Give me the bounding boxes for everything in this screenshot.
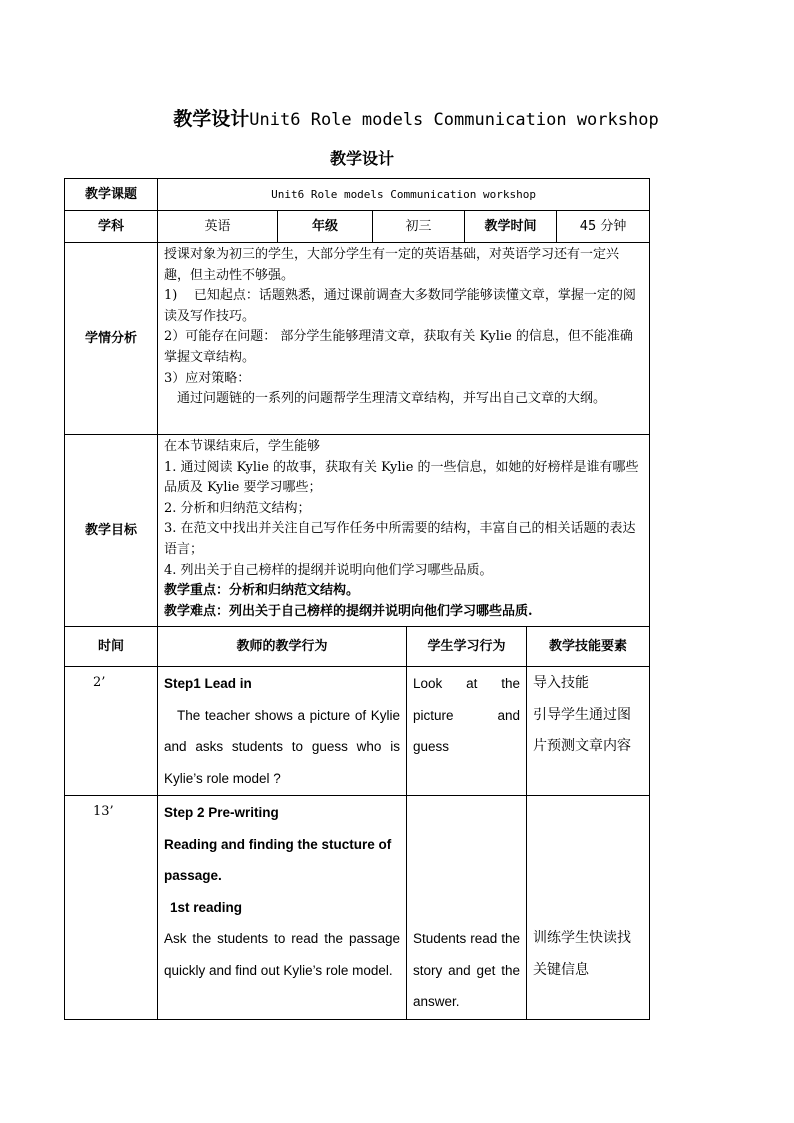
grade-label: 年级: [278, 211, 373, 243]
header-skill: 教学技能要素: [527, 627, 650, 667]
time-value: 45 分钟: [557, 211, 650, 243]
lesson-plan-table: [64, 178, 650, 1020]
key-point: 教学重点：分析和归纳范文结构。: [164, 583, 360, 599]
objective-line: 1. 通过阅读 Kylie 的故事，获取有关 Kylie 的一些信息，如她的好榜样是谁有哪些品质及 Kylie 要学习哪些；: [164, 459, 639, 496]
course-label: 教学课题: [65, 179, 158, 211]
skill-text: 训练学生快读找关键信息: [533, 930, 631, 978]
subject-label: 学科: [65, 211, 158, 243]
course-value: Unit6 Role models Communication workshop: [158, 179, 650, 211]
course-row: [65, 179, 650, 211]
process-row: [65, 796, 650, 1020]
header-student: 学生学习行为: [407, 627, 527, 667]
skill-text: 引导学生通过图片预测文章内容: [533, 706, 631, 755]
student-action: [407, 667, 527, 796]
analysis-line: 1) 已知起点：话题熟悉，通过课前调查大多数同学能够读懂文章，掌握一定的阅读及写作技巧。: [164, 288, 636, 324]
objective-line: 3. 在范文中找出并关注自己写作任务中所需要的结构，丰富自己的相关话题的表达语言；: [164, 521, 636, 557]
analysis-line: 授课对象为初三的学生，大部分学生有一定的英语基础，对英语学习还有一定兴趣，但主动性不够强。: [164, 247, 620, 283]
skill-element: [527, 796, 650, 1020]
analysis-line: 3）应对策略：: [164, 370, 251, 386]
student-line: [413, 700, 520, 732]
page-subtitle: 教学设计: [329, 149, 394, 168]
skill-element: [527, 667, 650, 796]
student-line: guess: [413, 739, 450, 755]
word: the: [501, 676, 520, 692]
word: and: [497, 707, 520, 723]
page-title: [0, 104, 794, 131]
step-sub-heading: 1st reading: [170, 899, 243, 915]
objective-line: 在本节课结束后，学生能够: [164, 439, 321, 454]
analysis-content: [158, 243, 650, 435]
objectives-label: 教学目标: [65, 435, 158, 627]
analysis-row: [65, 243, 650, 435]
teacher-action: [158, 796, 407, 1020]
grade-value: 初三: [373, 211, 465, 243]
objective-line: 4. 列出关于自己榜样的提纲并说明向他们学习哪些品质。: [164, 562, 493, 578]
process-header-row: [65, 627, 650, 667]
teacher-action: [158, 667, 407, 796]
process-row: [65, 667, 650, 796]
skill-title: 导入技能: [533, 675, 589, 692]
time-label: 教学时间: [465, 211, 557, 243]
header-time: 时间: [65, 627, 158, 667]
word: picture: [413, 707, 454, 723]
student-action: [407, 796, 527, 1020]
subject-value: 英语: [158, 211, 278, 243]
title-en: Unit6 Role models Communication workshop: [249, 110, 659, 130]
objectives-row: [65, 435, 650, 627]
word: Look: [413, 676, 443, 692]
analysis-label: 学情分析: [65, 243, 158, 435]
step-title: Step 2 Pre-writing: [164, 805, 279, 821]
header-teacher: 教师的教学行为: [158, 627, 407, 667]
word: at: [466, 676, 478, 692]
title-cn: 教学设计: [173, 108, 250, 130]
step-text: Ask the students to read the passage quickly and find out Kylie’s role model.: [164, 931, 400, 978]
subject-row: [65, 211, 650, 243]
step-title: Step1 Lead in: [164, 676, 252, 692]
analysis-line: 2）可能存在问题： 部分学生能够理清文章，获取有关 Kylie 的信息，但不能准确掌握文章结构。: [164, 329, 633, 365]
objectives-content: [158, 435, 650, 627]
analysis-line: 通过问题链的一系列的问题帮学生理清文章结构，并写出自己文章的大纲。: [177, 391, 607, 407]
objective-line: 2. 分析和归纳范文结构；: [164, 500, 311, 516]
student-text: Students read the story and get the answer.: [413, 931, 520, 1010]
student-line: [413, 668, 520, 700]
difficulty: 教学难点：列出关于自己榜样的提纲并说明向他们学习哪些品质.: [164, 603, 533, 619]
row-time: 2’: [65, 667, 158, 796]
step-subtitle: Reading and finding the stucture of passage.: [164, 836, 392, 884]
step-text: The teacher shows a picture of Kylie and asks students to guess who is Kylie’s role model ?: [164, 707, 400, 786]
row-time: 13’: [65, 796, 158, 1020]
